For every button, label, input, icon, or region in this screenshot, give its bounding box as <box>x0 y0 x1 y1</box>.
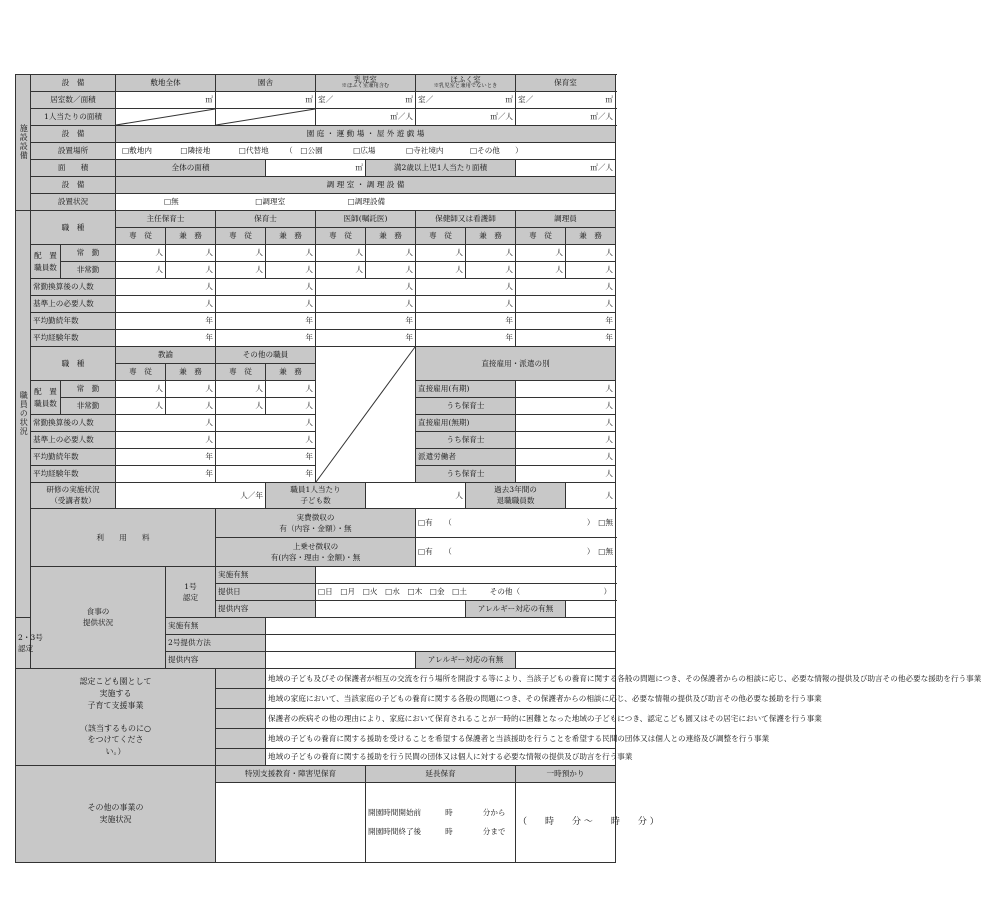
form-cell[interactable]: 人 <box>466 262 516 279</box>
na-cell <box>216 109 316 126</box>
form-text: 上乗せ徴収の <box>292 541 339 551</box>
form-cell[interactable]: 人 <box>466 245 516 262</box>
form-cell: 専 従 <box>516 228 566 245</box>
form-text: をつけてくださ <box>87 735 144 745</box>
form-text: 有(内容・理由・金額)・無 <box>270 553 361 562</box>
form-text: 時 <box>445 808 453 818</box>
form-cell: 平均勤続年数 <box>31 313 116 330</box>
other-label <box>16 766 216 863</box>
form-text: 実費徴収の <box>296 512 335 522</box>
t1-fte-row <box>16 279 616 296</box>
form-cell[interactable]: 人 <box>366 262 416 279</box>
support-item-2: 地域の家庭において、当該家庭の子どもの養育に関する各般の問題につき、その保護者からの相談に応じ、必要な情報の提供及び助言その他必要な援助を行う事業 <box>266 689 616 709</box>
form-cell: うち保育士 <box>416 432 516 449</box>
equip-head: 設 備 <box>31 75 116 92</box>
form-text: ） □無 <box>586 547 614 557</box>
form-text: その他の事業の <box>87 803 144 812</box>
support-mark-3[interactable] <box>216 709 266 729</box>
form-cell: 専 従 <box>316 228 366 245</box>
na-cell <box>116 109 216 126</box>
infant-rooms[interactable] <box>316 92 416 109</box>
form-cell: 兼 務 <box>366 228 416 245</box>
form-cell[interactable]: 年 <box>216 313 316 330</box>
form-cell[interactable]: 人 <box>366 245 416 262</box>
support-item-4: 地域の子どもの養育に関する援助を受けることを希望する保護者と当該援助を行うことを希望する民間の団体又は個人との連絡及び調整を行う事業 <box>266 729 616 749</box>
infant-per[interactable]: ㎡／人 <box>316 109 416 126</box>
form-cell: 兼 務 <box>566 228 616 245</box>
form-text: 配 置 <box>34 387 57 397</box>
total-area[interactable]: ㎡ <box>266 160 366 177</box>
cook-title: 調 理 室 ・ 調 理 設 備 <box>116 177 616 194</box>
meals-content-input[interactable] <box>316 601 466 618</box>
form-cell <box>266 483 366 509</box>
form-cell[interactable]: 人 <box>216 432 316 449</box>
fees-label: 利 用 料 <box>31 509 216 567</box>
t1-regular-row <box>16 245 616 262</box>
meals-impl-input-2[interactable] <box>266 618 616 635</box>
form-cell[interactable]: 人 <box>566 483 616 509</box>
meals-label <box>31 567 166 669</box>
form-cell[interactable]: 人 <box>116 279 216 296</box>
form-text: □寺社境内 <box>405 146 444 156</box>
form-text: ㎡ <box>505 95 514 105</box>
form-cell: 常勤換算後の人数 <box>31 279 116 296</box>
form-text: ※乳児室と兼用でないとき <box>433 83 498 90</box>
meals-method-label: 2号提供方法 <box>166 635 266 652</box>
form-text: 時 <box>445 826 453 836</box>
over2-area[interactable]: ㎡／人 <box>516 160 616 177</box>
form-text: 子ども数 <box>300 495 331 505</box>
form-cell: 常 勤 <box>61 245 116 262</box>
form-text: 過去3年間の <box>494 484 537 494</box>
form-cell[interactable]: 人 <box>516 449 616 466</box>
facility-table <box>15 74 981 863</box>
form-cell[interactable]: 人 <box>266 245 316 262</box>
allergy-input[interactable] <box>566 601 616 618</box>
total-area-label: 全体の面積 <box>116 160 266 177</box>
meals-method-input[interactable] <box>266 635 616 652</box>
form-cell: 兼 務 <box>266 228 316 245</box>
allergy-label-2: アレルギー対応の有無 <box>416 652 516 669</box>
form-cell[interactable]: 人 <box>266 381 316 398</box>
t1-tenure-row <box>16 313 616 330</box>
form-text: 食事の <box>86 606 110 616</box>
form-cell: 直接雇用(無期) <box>416 415 516 432</box>
form-cell[interactable]: 人 <box>116 415 216 432</box>
form-cell[interactable]: 人 <box>116 296 216 313</box>
form-cell: 非常勤 <box>61 398 116 415</box>
form-text: 分まで <box>482 826 506 836</box>
form-cell[interactable]: 人 <box>516 466 616 483</box>
form-text: □調理設備 <box>347 197 386 207</box>
col-nursery: 保育室 <box>516 75 616 92</box>
place-label: 設置場所 <box>31 143 116 160</box>
form-text: 提供状況 <box>82 617 114 627</box>
form-cell: 兼 務 <box>466 228 516 245</box>
fee-extra-label <box>216 538 416 567</box>
building-area[interactable]: ㎡ <box>216 92 316 109</box>
form-cell[interactable]: 人 <box>416 296 516 313</box>
outdoor-title: 園 庭 ・ 運 動 場 ・ 屋 外 遊 戯 場 <box>116 126 616 143</box>
direct-title: 直接雇用・派遣の別 <box>416 347 616 381</box>
allergy-input-2[interactable] <box>516 652 616 669</box>
meals-impl-label: 実施有無 <box>216 567 316 584</box>
alloc-label-2 <box>31 381 61 415</box>
col-infant <box>316 75 416 92</box>
form-cell: 専 従 <box>116 364 166 381</box>
form-text: （ □公園 <box>285 146 323 156</box>
form-cell[interactable]: 人 <box>266 398 316 415</box>
form-cell[interactable]: 人 <box>216 245 266 262</box>
form-cell[interactable]: 人 <box>316 262 366 279</box>
form-cell: 専 従 <box>416 228 466 245</box>
form-text: 分から <box>482 808 506 818</box>
form-cell <box>31 483 116 509</box>
form-cell[interactable]: 年 <box>216 330 316 347</box>
special-ed-input[interactable] <box>216 783 366 863</box>
form-cell[interactable]: 人 <box>216 415 316 432</box>
form-cell[interactable]: 年 <box>516 330 616 347</box>
form-cell[interactable]: 人 <box>166 262 216 279</box>
form-cell[interactable]: 年 <box>116 466 216 483</box>
form-text: 開園時間終了後 <box>368 826 422 836</box>
form-text: 配 置 <box>34 251 57 261</box>
support-label <box>16 669 216 766</box>
job-head: 職 種 <box>31 211 116 245</box>
form-text: □その他 ） <box>469 146 523 156</box>
form-text: 職員1人当たり <box>290 484 341 494</box>
form-cell: うち保育士 <box>416 398 516 415</box>
form-text: ㎡ <box>405 95 413 105</box>
form-text: 職員数 <box>34 398 57 408</box>
form-cell[interactable]: 年 <box>116 330 216 347</box>
cook-status-label: 設置状況 <box>31 194 116 211</box>
support-item-1: 地域の子ども及びその保護者が相互の交流を行う場所を開設する等により、当該子どもの養育に関する各般の問題につき、その保護者からの相談に応じ、必要な情報の提供及び助言その他必要な援助を行う事業 <box>266 669 616 689</box>
meals-day-label: 提供日 <box>216 584 316 601</box>
form-cell[interactable]: 人 <box>116 432 216 449</box>
form-cell[interactable]: 人 <box>216 398 266 415</box>
alloc-label <box>31 245 61 279</box>
place-options[interactable] <box>116 143 616 160</box>
form-cell[interactable]: 人 <box>366 483 466 509</box>
form-text: い。） <box>105 746 126 756</box>
meals-impl-label-2: 実施有無 <box>166 618 266 635</box>
area-label: 面 積 <box>31 160 116 177</box>
form-text: □無 <box>164 197 179 207</box>
form-cell: 平均経験年数 <box>31 330 116 347</box>
form-text: 実施状況 <box>99 815 132 824</box>
form-cell[interactable]: 人／年 <box>116 483 266 509</box>
temporary-time[interactable]: （ 時 分 ～ 時 分 ） <box>516 783 616 863</box>
form-text: □調理室 <box>255 197 286 207</box>
form-cell[interactable]: 人 <box>166 381 216 398</box>
form-cell: うち保育士 <box>416 466 516 483</box>
form-cell[interactable]: 人 <box>216 296 316 313</box>
form-text: 開園時間開始前 <box>368 808 422 818</box>
form-text: 室／ <box>318 95 334 105</box>
col-crawl <box>416 75 516 92</box>
col-building: 園舎 <box>216 75 316 92</box>
form-cell: 非常勤 <box>61 262 116 279</box>
support-mark-4[interactable] <box>216 729 266 749</box>
form-cell[interactable]: 人 <box>516 398 616 415</box>
form-text: □隣接地 <box>180 146 211 156</box>
support-mark-2[interactable] <box>216 689 266 709</box>
section-facility: 施設設備 <box>19 123 29 160</box>
form-text: ※ほふく室兼用含む <box>341 83 390 90</box>
form-text: （受講者数） <box>50 495 96 505</box>
form-text: 2・3号 <box>18 632 43 642</box>
form-text: 乳児室 <box>354 75 377 85</box>
allergy-label: アレルギー対応の有無 <box>466 601 566 618</box>
form-cell[interactable]: 人 <box>516 432 616 449</box>
col-nurse: 保育士 <box>216 211 316 228</box>
form-cell[interactable]: 人 <box>516 245 566 262</box>
meals-content-label-2: 提供内容 <box>166 652 266 669</box>
support-item-3: 保護者の疾病その他の理由により、家庭において保育されることが一時的に困難となった地域の子どもにつき、認定こども園又はその居宅において保護を行う事業 <box>266 709 616 729</box>
form-cell: 兼 務 <box>166 228 216 245</box>
form-text: □有 （ <box>418 518 452 528</box>
form-cell: 常 勤 <box>61 381 116 398</box>
crawl-per[interactable]: ㎡／人 <box>416 109 516 126</box>
form-cell[interactable]: 人 <box>116 398 166 415</box>
over2-area-label: 満2歳以上児1人当たり面積 <box>366 160 516 177</box>
cook-status-options[interactable] <box>116 194 616 211</box>
form-cell[interactable]: 人 <box>116 381 166 398</box>
form-cell[interactable]: 人 <box>516 381 616 398</box>
form-cell[interactable]: 人 <box>116 245 166 262</box>
form-cell[interactable]: 人 <box>316 296 416 313</box>
form-cell[interactable]: 人 <box>166 398 216 415</box>
support-mark-5[interactable] <box>216 749 266 766</box>
form-text: 退職職員数 <box>496 495 535 505</box>
form-cell <box>16 75 31 211</box>
rooms-label: 居室数／面積 <box>31 92 116 109</box>
col-other-staff: その他の職員 <box>216 347 316 364</box>
form-text: 認定 <box>182 593 199 602</box>
special-ed-label: 特別支援教育・障害児保育 <box>216 766 366 783</box>
form-cell <box>16 211 31 618</box>
form-cell[interactable]: 年 <box>116 449 216 466</box>
meals-day-options[interactable]: □日 □月 □火 □水 □木 □金 □土 その他（ ） <box>316 584 616 601</box>
form-text: 1号 <box>184 581 197 591</box>
form-cell: 専 従 <box>216 364 266 381</box>
form-text: （該当するものに○ <box>80 723 151 733</box>
meals-impl-input[interactable] <box>316 567 616 584</box>
form-cell[interactable]: 人 <box>416 262 466 279</box>
form-cell[interactable]: 人 <box>316 279 416 296</box>
form-cell: 平均勤続年数 <box>31 449 116 466</box>
form-text: 有（内容・金額）・無 <box>279 524 352 533</box>
col-teacher: 教諭 <box>116 347 216 364</box>
form-cell: 専 従 <box>116 228 166 245</box>
t1-nonregular-row <box>16 262 616 279</box>
form-text: 認定 <box>18 644 34 653</box>
col-chief: 主任保育士 <box>116 211 216 228</box>
form-cell: 兼 務 <box>166 364 216 381</box>
extended-times[interactable] <box>366 783 516 863</box>
t1-experience-row <box>16 330 616 347</box>
extended-label: 延長保育 <box>366 766 516 783</box>
outdoor-label: 設 備 <box>31 126 116 143</box>
t1-required-row <box>16 296 616 313</box>
form-cell: 直接雇用(有期) <box>416 381 516 398</box>
form-cell: 基準上の必要人数 <box>31 296 116 313</box>
form-text: 認定こども園として <box>79 677 152 687</box>
nursery-rooms[interactable] <box>516 92 616 109</box>
form-cell <box>466 483 566 509</box>
form-cell[interactable]: 人 <box>316 245 366 262</box>
meals-type1 <box>166 567 216 618</box>
form-cell: 平均経験年数 <box>31 466 116 483</box>
form-text: ㎡ <box>605 95 614 105</box>
section-staff: 職員の状況 <box>19 390 29 436</box>
col-doctor: 医師(嘱託医) <box>316 211 416 228</box>
form-cell[interactable]: 年 <box>316 313 416 330</box>
form-text: 室／ <box>518 95 534 105</box>
form-cell[interactable]: 人 <box>416 279 516 296</box>
form-text: □有 （ <box>418 547 452 557</box>
form-cell[interactable]: 人 <box>516 262 566 279</box>
form-cell[interactable]: 人 <box>566 262 616 279</box>
form-cell: 常勤換算後の人数 <box>31 415 116 432</box>
temporary-label: 一時預かり <box>516 766 616 783</box>
per-area-label: 1人当たりの面積 <box>31 109 116 126</box>
job-head-2: 職 種 <box>31 347 116 381</box>
nursery-per[interactable]: ㎡／人 <box>516 109 616 126</box>
form-cell[interactable]: 人 <box>516 279 616 296</box>
form-text: 子育て支援事業 <box>87 700 144 710</box>
form-text: 室／ <box>418 95 434 105</box>
form-text: □敷地内 <box>122 146 152 156</box>
support-mark-1[interactable] <box>216 669 266 689</box>
form-cell: 基準上の必要人数 <box>31 432 116 449</box>
training-row <box>16 483 616 509</box>
form-cell: 専 従 <box>216 228 266 245</box>
col-health: 保健師又は看護師 <box>416 211 516 228</box>
form-cell[interactable]: 人 <box>266 262 316 279</box>
form-cell[interactable]: 年 <box>216 449 316 466</box>
form-text: 職員数 <box>34 262 57 272</box>
form-cell[interactable]: 人 <box>416 245 466 262</box>
form-cell: 兼 務 <box>266 364 316 381</box>
fee-actual-input[interactable] <box>416 509 616 538</box>
form-cell[interactable]: 年 <box>416 313 516 330</box>
form-cell[interactable]: 年 <box>316 330 416 347</box>
crawl-rooms[interactable] <box>416 92 516 109</box>
form-cell[interactable]: 人 <box>516 415 616 432</box>
col-site: 敷地全体 <box>116 75 216 92</box>
col-cook: 調理員 <box>516 211 616 228</box>
form-cell[interactable]: 人 <box>116 262 166 279</box>
form-cell[interactable]: 年 <box>416 330 516 347</box>
form-text: ほふく室 <box>450 75 481 85</box>
cook-label: 設 備 <box>31 177 116 194</box>
fee-extra-input[interactable] <box>416 538 616 567</box>
meals-type23 <box>16 618 43 669</box>
form-text: □広場 <box>353 146 376 156</box>
meals-content-label: 提供内容 <box>216 601 316 618</box>
facility-form <box>15 74 981 863</box>
form-text: □代替地 <box>238 146 269 156</box>
form-cell: 派遣労働者 <box>416 449 516 466</box>
form-cell[interactable]: 人 <box>566 245 616 262</box>
meals-content-input-2[interactable] <box>266 652 416 669</box>
form-text: 研修の実施状況 <box>46 484 100 494</box>
form-cell[interactable]: 年 <box>116 313 216 330</box>
form-cell[interactable]: 人 <box>166 245 216 262</box>
form-text: ） □無 <box>586 518 614 528</box>
form-cell[interactable]: 人 <box>516 296 616 313</box>
fee-actual-label <box>216 509 416 538</box>
form-cell[interactable]: 年 <box>516 313 616 330</box>
form-text: 実施する <box>99 689 132 699</box>
form-cell[interactable]: 人 <box>216 381 266 398</box>
site-area[interactable]: ㎡ <box>116 92 216 109</box>
form-cell[interactable]: 年 <box>216 466 316 483</box>
form-cell[interactable]: 人 <box>216 279 316 296</box>
form-cell[interactable]: 人 <box>216 262 266 279</box>
na-block <box>316 347 416 483</box>
support-item-5: 地域の子どもの養育に関する援助を行う民間の団体又は個人に対する必要な情報の提供及び助言を行う事業 <box>266 749 616 766</box>
